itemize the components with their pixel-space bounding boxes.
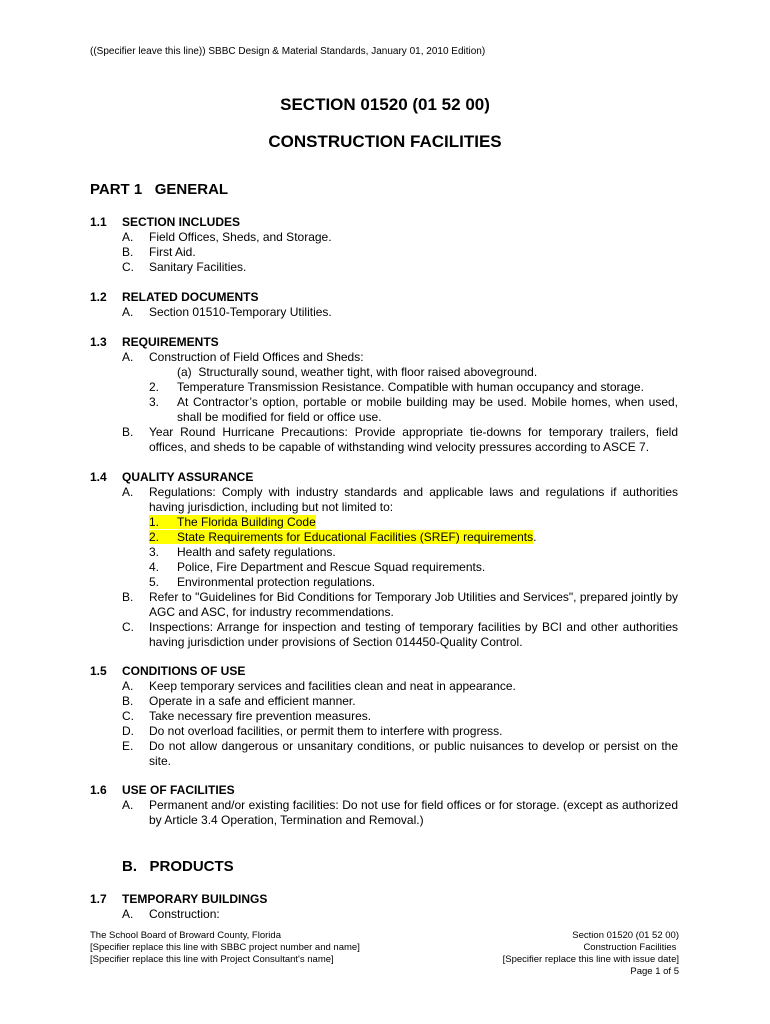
item-label: C.	[122, 260, 134, 274]
list-item: Section 01510-Temporary Utilities.	[149, 305, 332, 319]
sub-item: Temperature Transmission Resistance. Compatible with human occupancy and storage.	[177, 380, 644, 394]
item-label: A.	[122, 798, 134, 812]
highlighted-text: State Requirements for Educational Facilities (SREF) requirements	[177, 530, 534, 544]
item-label: A.	[122, 907, 134, 921]
sub-item	[177, 515, 316, 529]
item-label: A.	[122, 485, 134, 499]
sub-item: (a) Structurally sound, weather tight, with floor raised aboveground.	[177, 365, 538, 379]
footer-line: [Specifier replace this line with issue date]	[502, 954, 679, 965]
item-label: A.	[122, 350, 134, 364]
sub-item-suffix: .	[533, 530, 537, 544]
article-number: 1.2	[90, 290, 107, 304]
list-item: Do not overload facilities, or permit them to interfere with progress.	[149, 724, 503, 738]
list-item: Permanent and/or existing facilities: Do not use for field offices or for storage. (except as authorized by Article 3.4 Operation, Termination and Removal.)	[149, 798, 678, 827]
highlighted-text: The Florida Building Code	[177, 515, 316, 529]
article-title: SECTION INCLUDES	[122, 215, 241, 229]
footer-left	[90, 930, 360, 966]
page-number: Page 1 of 5	[630, 966, 679, 977]
item-label: A.	[122, 679, 134, 693]
article-number: 1.4	[90, 470, 107, 484]
sub-item-label: 1.	[149, 515, 177, 529]
article-number: 1.6	[90, 783, 107, 797]
sub-item: At Contractor’s option, portable or mobile building may be used. Mobile homes, when used, shall be modified for field or office use.	[177, 395, 678, 424]
item-label: A.	[122, 305, 134, 319]
part-1-heading: PART 1 GENERAL	[90, 181, 229, 198]
list-item: Sanitary Facilities.	[149, 260, 247, 274]
list-item: Construction:	[149, 907, 220, 921]
sub-item-label: 2.	[149, 380, 160, 394]
item-label: B.	[122, 694, 134, 708]
list-item: Construction of Field Offices and Sheds:	[149, 350, 364, 364]
article-title: CONDITIONS OF USE	[122, 664, 246, 678]
sub-item	[177, 530, 537, 544]
list-item: Regulations: Comply with industry standards and applicable laws and regulations if authorities having jurisdiction, including but not limited to:	[149, 485, 678, 514]
footer-line: Section 01520 (01 52 00)	[572, 930, 679, 941]
sub-item-label: 3.	[149, 395, 160, 409]
list-item: Inspections: Arrange for inspection and testing of temporary facilities by BCI and other authorities having jurisdiction under provisions of Section 014450-Quality Control.	[149, 620, 678, 649]
article-number: 1.3	[90, 335, 107, 349]
footer-line: [Specifier replace this line with Project Consultant's name]	[90, 954, 334, 965]
article-number: 1.1	[90, 215, 107, 229]
article-title: RELATED DOCUMENTS	[122, 290, 259, 304]
footer-line: Construction Facilities	[583, 942, 679, 953]
footer-line: [Specifier replace this line with SBBC project number and name]	[90, 942, 360, 953]
list-item: Operate in a safe and efficient manner.	[149, 694, 356, 708]
article-title: REQUIREMENTS	[122, 335, 219, 349]
section-number: SECTION 01520 (01 52 00)	[280, 95, 490, 114]
sub-item-label: 4.	[149, 560, 160, 574]
article-number: 1.5	[90, 664, 107, 678]
part-2-heading: B. PRODUCTS	[122, 858, 234, 875]
item-label: C.	[122, 709, 134, 723]
list-item: First Aid.	[149, 245, 196, 259]
article-title: USE OF FACILITIES	[122, 783, 235, 797]
list-item: Field Offices, Sheds, and Storage.	[149, 230, 332, 244]
item-label: E.	[122, 739, 134, 753]
footer-right	[503, 930, 679, 978]
sub-item: Health and safety regulations.	[177, 545, 336, 559]
list-item: Refer to "Guidelines for Bid Conditions for Temporary Job Utilities and Services", prepared jointly by AGC and ASC, for industry recommendations.	[149, 590, 678, 619]
item-label: B.	[122, 590, 134, 604]
sub-item-label: 2.	[149, 530, 177, 544]
item-label: B.	[122, 425, 134, 439]
sub-item-label: 5.	[149, 575, 160, 589]
list-item: Take necessary fire prevention measures.	[149, 709, 372, 723]
article-title: QUALITY ASSURANCE	[122, 470, 254, 484]
item-label: C.	[122, 620, 134, 634]
list-item: Do not allow dangerous or unsanitary conditions, or public nuisances to develop or persist on the site.	[149, 739, 678, 768]
list-item: Keep temporary services and facilities clean and neat in appearance.	[149, 679, 516, 693]
sub-item: Environmental protection regulations.	[177, 575, 376, 589]
sub-item: Police, Fire Department and Rescue Squad requirements.	[177, 560, 486, 574]
item-label: B.	[122, 245, 134, 259]
footer-line: The School Board of Broward County, Florida	[90, 930, 281, 941]
section-title: CONSTRUCTION FACILITIES	[268, 132, 502, 151]
article-number: 1.7	[90, 892, 107, 906]
item-label: D.	[122, 724, 134, 738]
list-item: Year Round Hurricane Precautions: Provide appropriate tie-downs for temporary trailers, field offices, and sheds to be capable of withstanding wind velocity pressures according to ASCE 7.	[149, 425, 678, 454]
header-note: ((Specifier leave this line)) SBBC Design & Material Standards, January 01, 2010 Edition)	[90, 46, 486, 57]
article-title: TEMPORARY BUILDINGS	[122, 892, 268, 906]
sub-item-label: 3.	[149, 545, 160, 559]
item-label: A.	[122, 230, 134, 244]
